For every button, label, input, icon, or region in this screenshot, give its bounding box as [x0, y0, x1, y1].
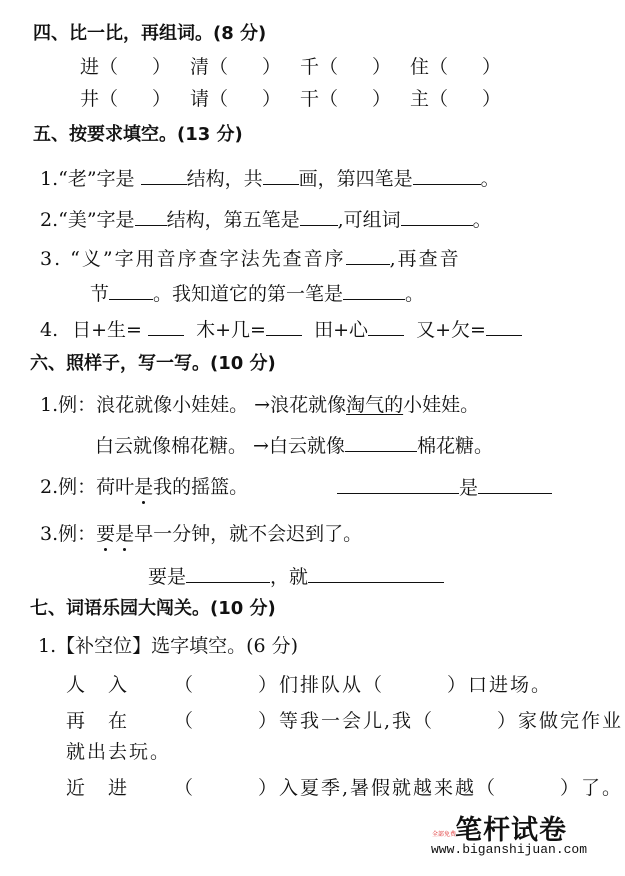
section-5-title: 五、按要求填空。(13 分): [33, 124, 243, 145]
answer-blank[interactable]: [266, 317, 302, 336]
question-5-3: 3. “义”字用音序查字法先查音序 ,再查音: [40, 248, 461, 270]
question-6-2-answer: 是: [337, 475, 552, 500]
question-7-1-title: 1.【补空位】选字填空。(6 分): [38, 635, 299, 657]
watermark-logo: 笔杆试卷: [455, 815, 567, 846]
fill-row: 再 在 （ ）等我一会儿,我（ ）家做完作业: [66, 710, 624, 732]
compare-item: 进（ ）: [80, 56, 172, 78]
answer-blank[interactable]: [308, 564, 444, 583]
question-5-1: 1.“老”字是 结构，共 画，第四笔是 。: [40, 168, 500, 190]
question-6-3: 要是 ，就: [148, 564, 444, 589]
question-5-4: 4. 日+生= 木+几= 田+心 又+欠=: [40, 317, 522, 342]
answer-blank[interactable]: [141, 166, 187, 185]
answer-blank[interactable]: [413, 166, 481, 185]
answer-blank[interactable]: [186, 564, 270, 583]
answer-blank[interactable]: [300, 207, 338, 226]
compare-row-1: [80, 55, 501, 79]
compare-item: 千（ ）: [300, 56, 392, 78]
answer-blank[interactable]: [148, 317, 184, 336]
question-6-3-example: 3.例：要是早一分钟，就不会迟到了。: [40, 523, 363, 545]
section-7-title: 七、词语乐园大闯关。(10 分): [30, 598, 276, 619]
underlined-example: 淘气的: [346, 394, 404, 416]
compare-item: 清（ ）: [190, 56, 282, 78]
answer-blank[interactable]: [345, 433, 417, 452]
section-4-title: 四、比一比，再组词。(8 分): [33, 23, 267, 44]
compare-item: 住（ ）: [410, 56, 502, 78]
answer-blank[interactable]: [337, 475, 459, 494]
answer-blank[interactable]: [135, 207, 167, 226]
compare-row-2: [80, 87, 501, 111]
question-6-1-example: 1.例：浪花就像小娃娃。 →浪花就像淘气的小娃娃。: [40, 394, 480, 416]
question-5-3-cont: 节 。我知道它的第一笔是 。: [90, 283, 425, 305]
section-6-title: 六、照样子，写一写。(10 分): [30, 353, 276, 374]
compare-item: 井（ ）: [80, 88, 172, 110]
answer-blank[interactable]: [109, 281, 153, 300]
answer-blank[interactable]: [478, 475, 552, 494]
answer-blank[interactable]: [263, 166, 299, 185]
fill-row: 近 进 （ ）入夏季,暑假就越来越（ ）了。: [66, 777, 624, 799]
answer-blank[interactable]: [368, 317, 404, 336]
question-5-2: 2.“美”字是 结构，第五笔是 ,可组词 。: [40, 209, 492, 231]
fill-row: 就出去玩。: [66, 741, 172, 763]
fill-row: 人 入 （ ）们排队从（ ）口进场。: [66, 674, 553, 696]
compare-item: 请（ ）: [190, 88, 282, 110]
compare-item: 主（ ）: [410, 88, 502, 110]
question-6-2: 2.例：荷叶是我的摇篮。: [40, 476, 249, 498]
watermark-url: www.biganshijuan.com: [431, 842, 588, 857]
answer-blank[interactable]: [486, 317, 522, 336]
answer-blank[interactable]: [343, 281, 405, 300]
question-6-1: 白云就像棉花糖。 →白云就像 棉花糖。: [95, 435, 493, 457]
watermark-tag: 全部免费: [432, 831, 457, 838]
answer-blank[interactable]: [401, 207, 473, 226]
compare-item: 干（ ）: [300, 88, 392, 110]
answer-blank[interactable]: [346, 246, 390, 265]
